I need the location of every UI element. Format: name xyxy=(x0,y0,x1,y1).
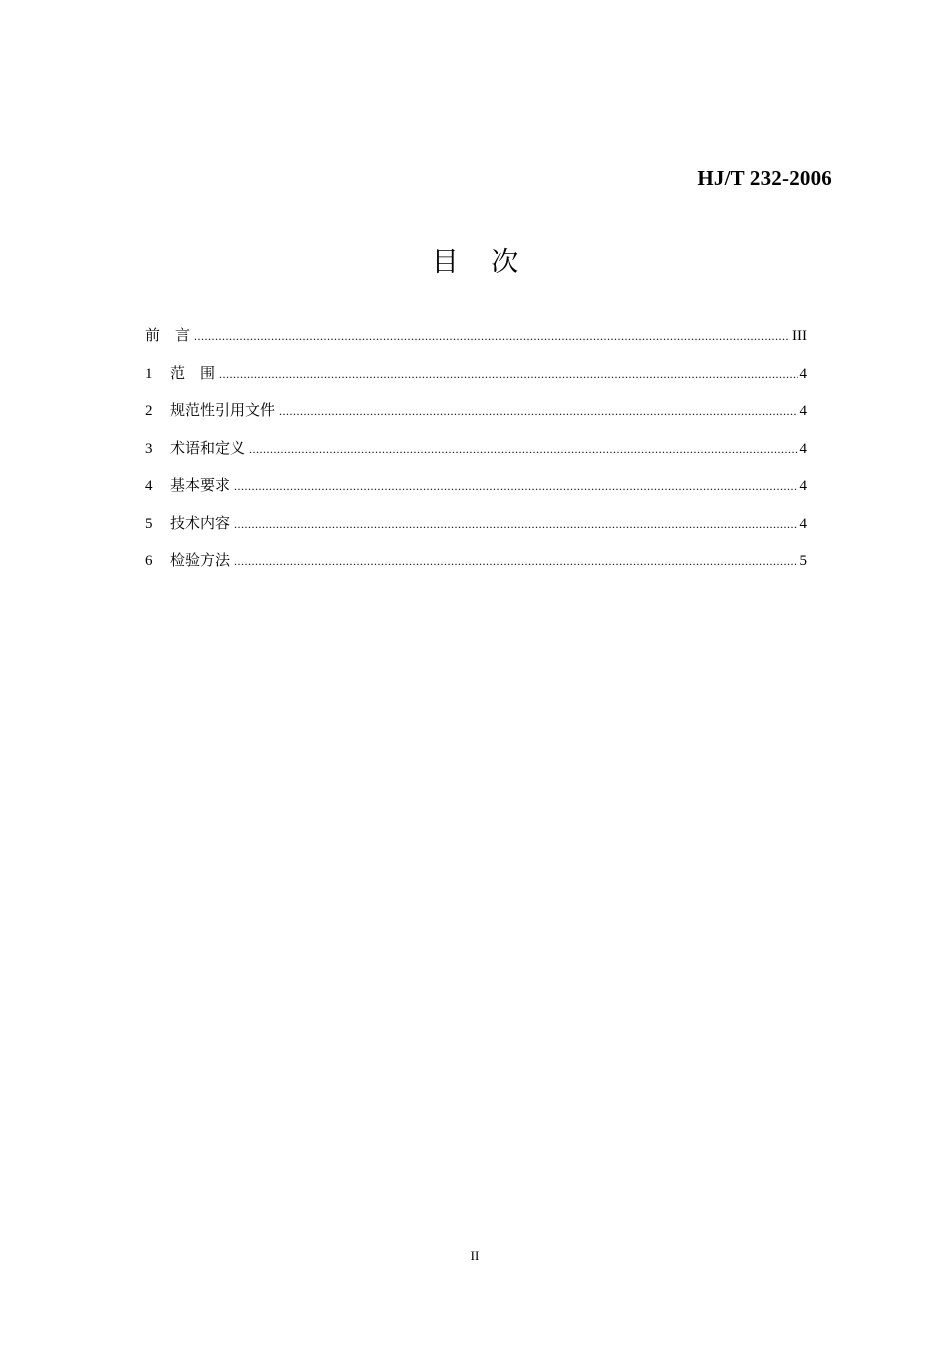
toc-dot-leader xyxy=(194,324,790,348)
toc-entry-preface[interactable] xyxy=(145,323,807,361)
toc-entry-terms-definitions[interactable] xyxy=(145,436,807,474)
toc-dot-leader xyxy=(249,437,797,461)
toc-title: 目 次 xyxy=(431,247,531,278)
toc-dot-leader xyxy=(234,549,797,573)
toc-entry-normative-references[interactable] xyxy=(145,398,807,436)
toc-dot-leader xyxy=(234,474,797,498)
toc-entry-page: 4 xyxy=(799,478,807,494)
toc-entry-test-methods[interactable] xyxy=(145,548,807,586)
toc-entry-label: 术语和定义 xyxy=(170,438,246,457)
toc-entry-page: 5 xyxy=(799,553,807,569)
toc-entry-number: 1 xyxy=(145,365,153,382)
toc-entry-basic-requirements[interactable] xyxy=(145,473,807,511)
toc-dot-leader xyxy=(279,399,797,423)
page-number: II xyxy=(470,1248,480,1263)
toc-entry-scope[interactable] xyxy=(145,361,807,399)
table-of-contents xyxy=(145,323,807,586)
toc-entry-page: 4 xyxy=(799,403,807,419)
toc-entry-number: 5 xyxy=(145,515,153,532)
toc-entry-label: 范 围 xyxy=(170,363,216,382)
toc-entry-label: 检验方法 xyxy=(170,551,231,569)
toc-entry-technical-content[interactable] xyxy=(145,511,807,549)
toc-entry-page: III xyxy=(792,328,807,344)
toc-dot-leader xyxy=(234,512,797,536)
document-code: HJ/T 232-2006 xyxy=(697,166,832,190)
toc-entry-label: 基本要求 xyxy=(170,476,231,494)
toc-entry-label: 技术内容 xyxy=(170,513,231,532)
toc-entry-label: 规范性引用文件 xyxy=(170,401,276,419)
toc-dot-leader xyxy=(219,362,797,386)
toc-entry-number: 4 xyxy=(145,478,153,494)
toc-entry-label: 前 言 xyxy=(145,326,191,344)
toc-entry-page: 4 xyxy=(799,440,807,457)
toc-entry-number: 6 xyxy=(145,553,153,569)
toc-entry-number: 2 xyxy=(145,403,153,419)
toc-entry-page: 4 xyxy=(799,515,807,532)
toc-entry-page: 4 xyxy=(799,365,807,382)
toc-entry-number: 3 xyxy=(145,440,153,457)
